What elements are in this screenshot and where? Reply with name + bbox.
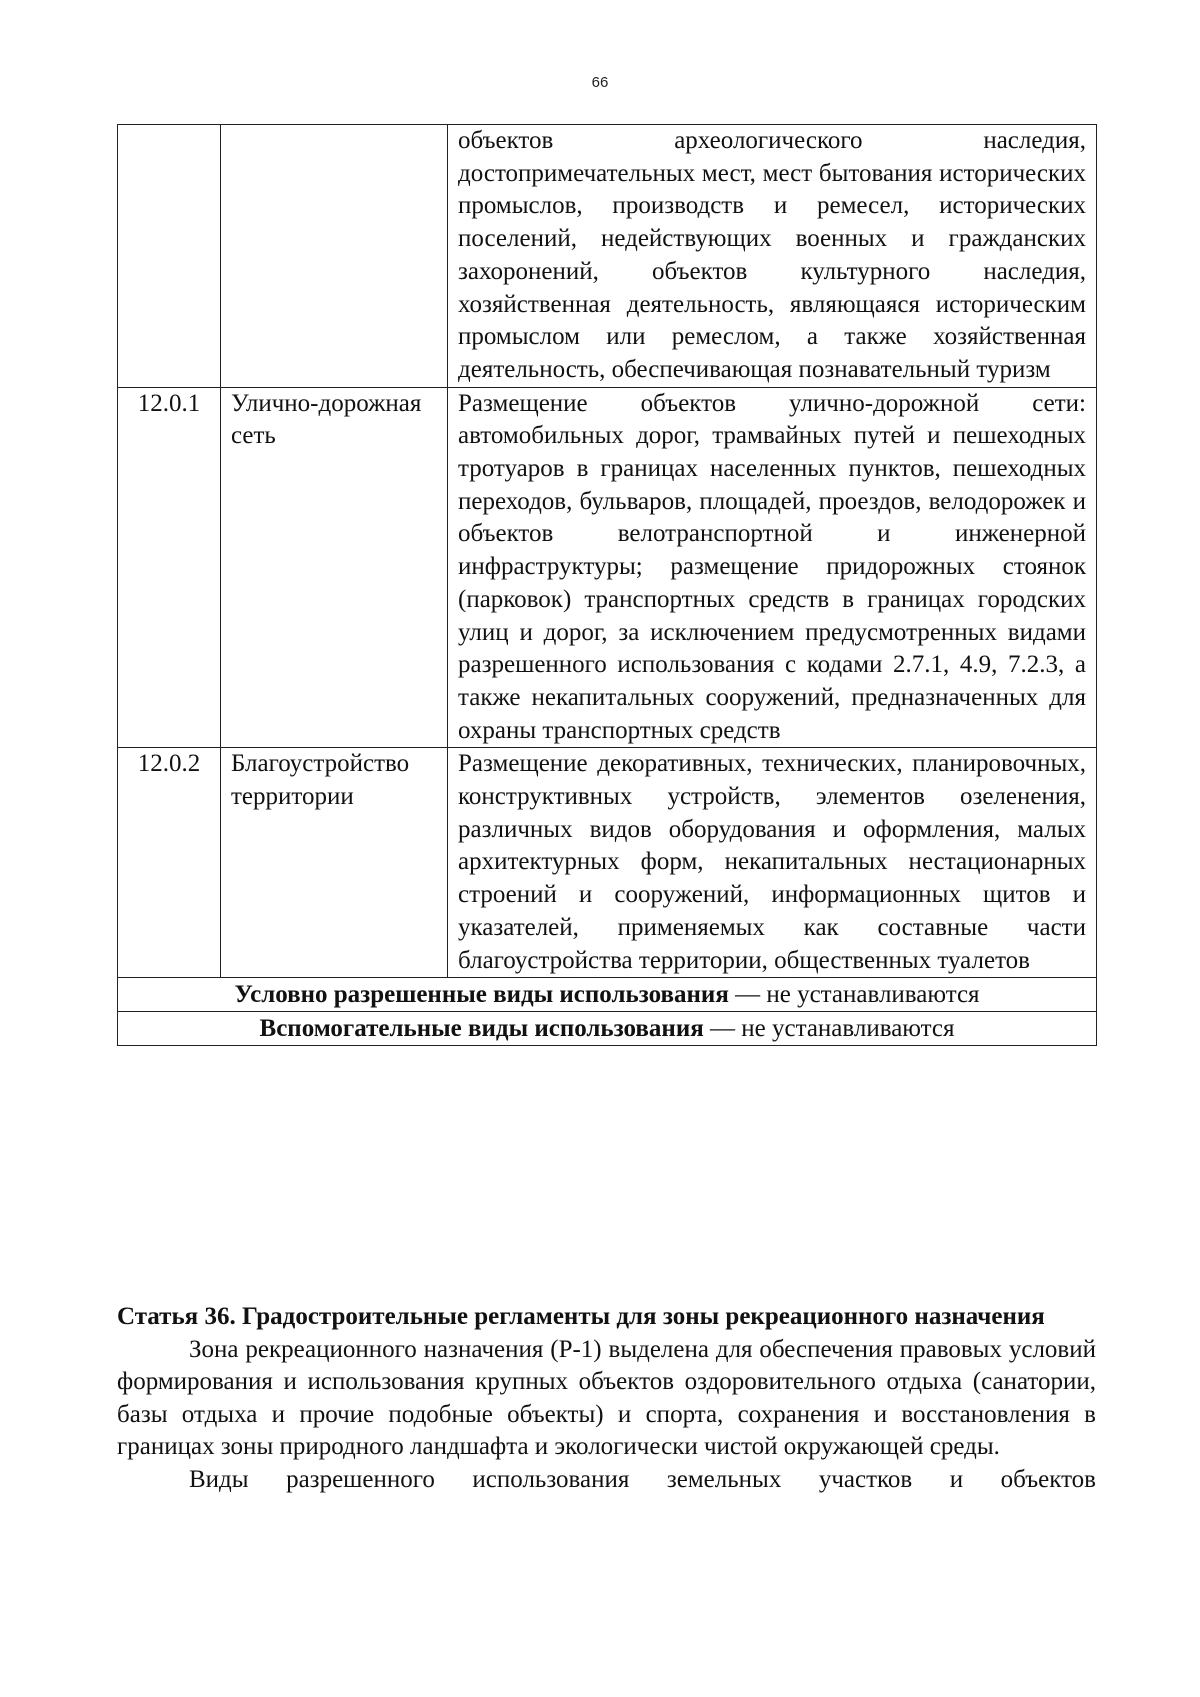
- conditional-uses-label: Условно разрешенные виды использования: [234, 981, 729, 1009]
- conditional-uses-row: [118, 978, 1097, 1012]
- conditional-uses-cell: [118, 978, 1097, 1012]
- auxiliary-uses-row: [118, 1012, 1097, 1046]
- table-row: [118, 748, 1097, 978]
- table-row-continuation: [118, 125, 1097, 388]
- article-section: [117, 1301, 1096, 1496]
- article-heading: Статья 36. Градостроительные регламенты для зоны рекреационного назначения: [117, 1303, 1045, 1330]
- name-cell-empty: [221, 125, 448, 388]
- auxiliary-uses-label: Вспомогательные виды использования: [259, 1015, 704, 1043]
- description-cell: объектов археологического наследия, достопримечательных мест, мест бытования исторических промыслов, производств и ремесел, исторических поселений, недействующих военных и гражданских захоронений, объектов культурного наследия, хозяйственная деятельность, являющаяся историческим промыслом или ремеслом, а также хозяйственная деятельность, обеспечивающая познавательный туризм: [448, 125, 1097, 388]
- auxiliary-uses-cell: [118, 1012, 1097, 1046]
- code-cell: 12.0.1: [118, 387, 221, 748]
- description-cell: Размещение объектов улично-дорожной сети: автомобильных дорог, трамвайных путей и пешеходных тротуаров в границах населенных пунктов, пешеходных переходов, бульваров, площадей, проездов, велодорожек и объектов велотранспортной и инженерной инфраструктуры; размещение придорожных стоянок (парковок) транспортных средств в границах городских улиц и дорог, за исключением предусмотренных видами разрешенного использования с кодами 2.7.1, 4.9, 7.2.3, а также некапитальных сооружений, предназначенных для охраны транспортных средств: [448, 387, 1097, 748]
- page-number: 66: [591, 74, 609, 91]
- article-paragraph: Зона рекреационного назначения (Р-1) выделена для обеспечения правовых условий формирования и использования крупных объектов оздоровительного отдыха (санатории, базы отдыха и прочие подобные объекты) и спорта, сохранения и восстановления в границах зоны природного ландшафта и экологически чистой окружающей среды.: [117, 1335, 1096, 1460]
- article-paragraph: Виды разрешенного использования земельных участков и объектов: [189, 1465, 1096, 1493]
- table-row: [118, 387, 1097, 748]
- name-cell: Благоустройство территории: [221, 748, 448, 978]
- land-use-table: [117, 124, 1097, 1046]
- code-cell-empty: [118, 125, 221, 388]
- auxiliary-uses-value: — не устанавливаются: [703, 1015, 955, 1043]
- description-cell: Размещение декоративных, технических, планировочных, конструктивных устройств, элементов озеленения, различных видов оборудования и оформления, малых архитектурных форм, некапитальных нестационарных строений и сооружений, информационных щитов и указателей, применяемых как составные части благоустройства территории, общественных туалетов: [448, 748, 1097, 978]
- conditional-uses-value: — не устанавливаются: [728, 981, 980, 1009]
- name-cell: Улично-дорожная сеть: [221, 387, 448, 748]
- code-cell: 12.0.2: [118, 748, 221, 978]
